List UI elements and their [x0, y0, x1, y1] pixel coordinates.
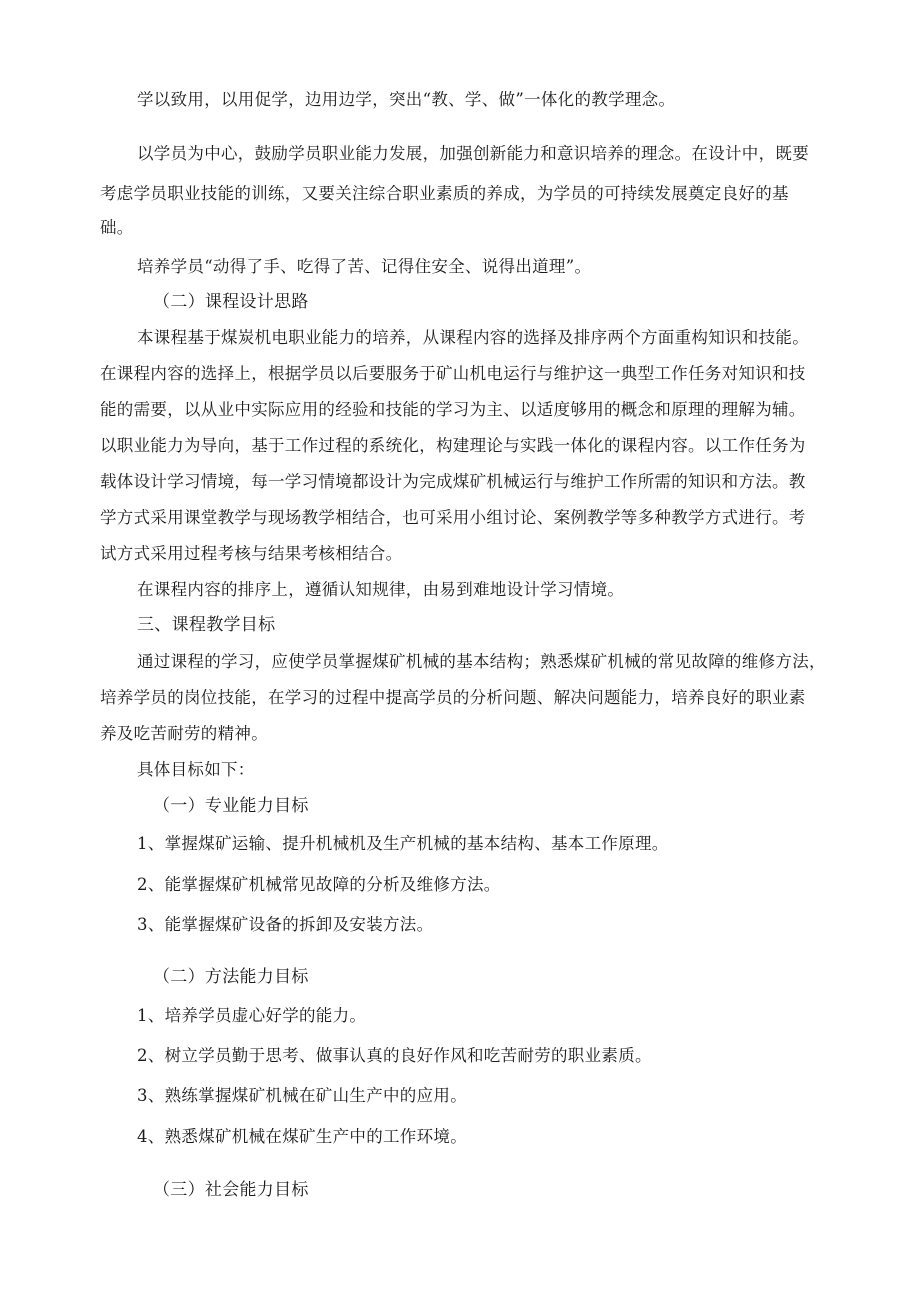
paragraph-design-line3: 能的需要，以从业中实际应用的经验和技能的学习为主、以适度够用的概念和原理的理解为辅。	[100, 400, 806, 419]
list-item-professional-1: 1、掌握煤矿运输、提升机械机及生产机械的基本结构、基本工作原理。	[137, 834, 669, 853]
paragraph-cultivate-students: 培养学员“动得了手、吃得了苦、记得住安全、说得出道理”。	[137, 257, 592, 276]
paragraph-student-centered-line3: 础。	[100, 218, 134, 237]
list-item-method-1: 1、培养学员虚心好学的能力。	[137, 1006, 367, 1025]
heading-course-design: （二）课程设计思路	[153, 292, 309, 312]
paragraph-goals-line2: 培养学员的岗位技能，在学习的过程中提高学员的分析问题、解决问题能力，培养良好的职业素	[100, 688, 806, 707]
paragraph-design-line6: 学方式采用课堂教学与现场教学相结合，也可采用小组讨论、案例教学等多种教学方式进行。考	[100, 508, 806, 527]
paragraph-student-centered-line2: 考虑学员职业技能的训练，又要关注综合职业素质的养成，为学员的可持续发展奠定良好的基	[100, 184, 789, 203]
paragraph-design-line4: 以职业能力为导向，基于工作过程的系统化，构建理论与实践一体化的课程内容。以工作任务为	[100, 436, 806, 455]
paragraph-teaching-concept: 学以致用，以用促学，边用边学，突出“教、学、做”一体化的教学理念。	[137, 90, 676, 109]
paragraph-specific-goals: 具体目标如下：	[137, 760, 255, 779]
paragraph-goals-line3: 养及吃苦耐劳的精神。	[100, 724, 268, 743]
heading-teaching-goals: 三、课程教学目标	[137, 615, 276, 635]
paragraph-goals-line1: 通过课程的学习，应使学员掌握煤矿机械的基本结构；熟悉煤矿机械的常见故障的维修方法，	[137, 652, 826, 671]
paragraph-content-ordering: 在课程内容的排序上，遵循认知规律，由易到难地设计学习情境。	[137, 580, 625, 599]
paragraph-design-line5: 载体设计学习情境，每一学习情境都设计为完成煤矿机械运行与维护工作所需的知识和方法。教	[100, 472, 806, 491]
paragraph-design-line7: 试方式采用过程考核与结果考核相结合。	[100, 544, 403, 563]
list-item-professional-2: 2、能掌握煤矿机械常见故障的分析及维修方法。	[137, 875, 501, 894]
heading-method-ability: （二）方法能力目标	[153, 967, 309, 987]
list-item-method-2: 2、树立学员勤于思考、做事认真的良好作风和吃苦耐劳的职业素质。	[137, 1046, 652, 1065]
heading-professional-ability: （一）专业能力目标	[153, 796, 309, 816]
paragraph-design-line2: 在课程内容的选择上，根据学员以后要服务于矿山机电运行与维护这一典型工作任务对知识和技	[100, 364, 806, 383]
list-item-professional-3: 3、能掌握煤矿设备的拆卸及安装方法。	[137, 915, 434, 934]
list-item-method-4: 4、熟悉煤矿机械在煤矿生产中的工作环境。	[137, 1127, 467, 1146]
heading-social-ability: （三）社会能力目标	[153, 1180, 309, 1200]
paragraph-design-line1: 本课程基于煤炭机电职业能力的培养，从课程内容的选择及排序两个方面重构知识和技能。	[137, 328, 809, 347]
list-item-method-3: 3、熟练掌握煤矿机械在矿山生产中的应用。	[137, 1086, 467, 1105]
paragraph-student-centered-line1: 以学员为中心，鼓励学员职业能力发展，加强创新能力和意识培养的理念。在设计中，既要	[137, 144, 809, 163]
